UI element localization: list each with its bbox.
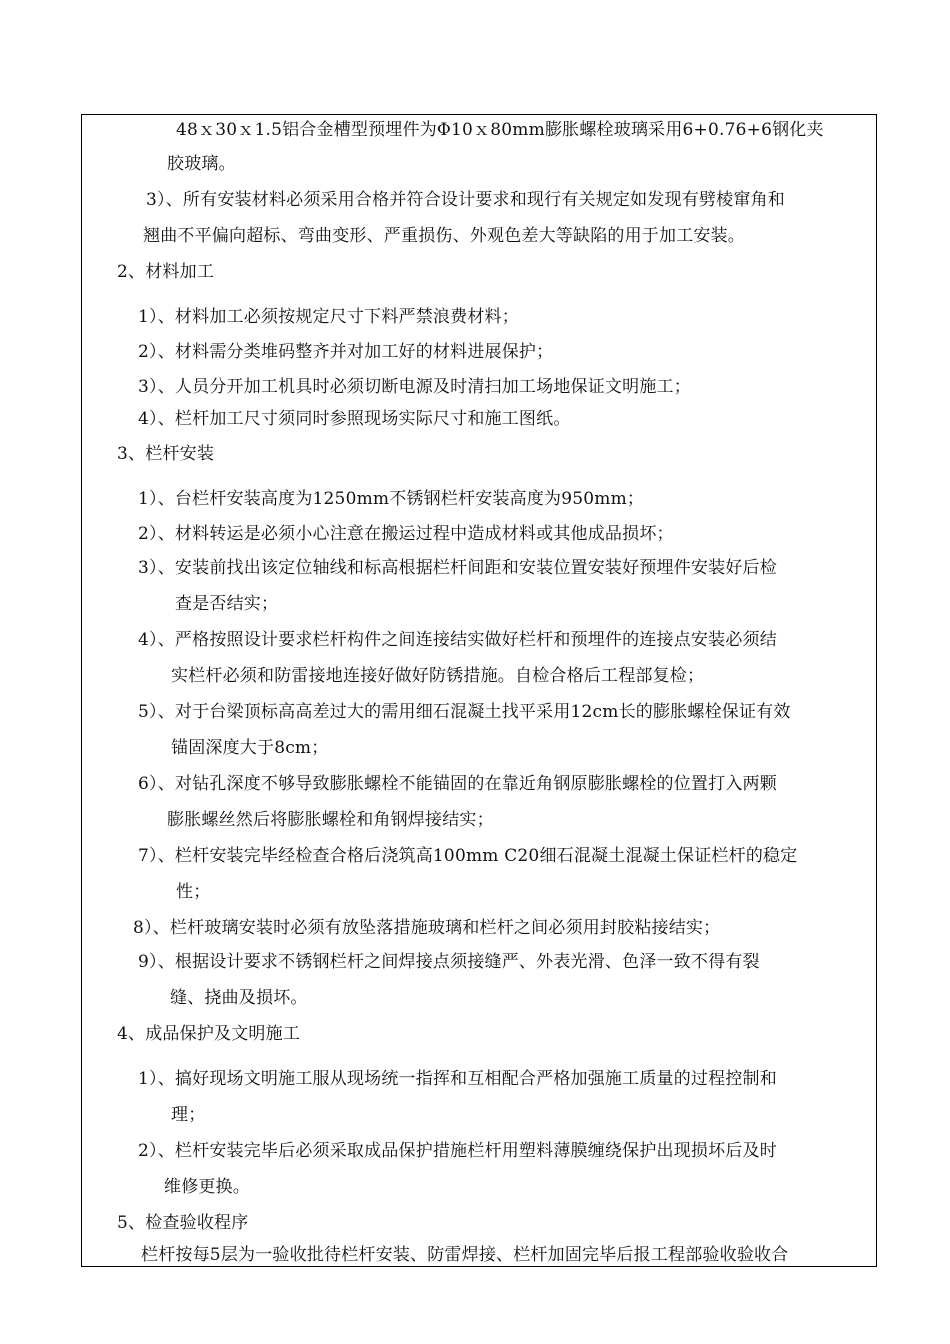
- text-line: 6）、对钻孔深度不够导致膨胀螺栓不能锚固的在靠近角钢原膨胀螺栓的位置打入两颗: [138, 774, 777, 794]
- text-line: 3）、安装前找出该定位轴线和标高根据栏杆间距和安装位置安装好预埋件安装好后检: [138, 558, 777, 578]
- text-line: 3）、所有安装材料必须采用合格并符合设计要求和现行有关规定如发现有劈棱窜角和: [146, 190, 785, 210]
- text-line: 1）、材料加工必须按规定尺寸下料严禁浪费材料；: [138, 307, 519, 327]
- text-line: 膨胀螺丝然后将膨胀螺栓和角钢焊接结实；: [167, 810, 494, 830]
- text-line: 翘曲不平偏向超标、弯曲变形、严重损伤、外观色差大等缺陷的用于加工安装。: [143, 226, 745, 246]
- text-line: 维修更换。: [164, 1177, 250, 1197]
- text-line: 胶玻璃。: [167, 154, 236, 174]
- section-heading: 5、检查验收程序: [117, 1213, 249, 1233]
- section-heading: 3、栏杆安装: [117, 444, 215, 464]
- text-line: 2）、材料转运是必须小心注意在搬运过程中造成材料或其他成品损坏；: [138, 524, 674, 544]
- text-line: 9）、根据设计要求不锈钢栏杆之间焊接点须接缝严、外表光滑、色泽一致不得有裂: [138, 952, 760, 972]
- document-table-cell: [81, 114, 877, 1267]
- text-line: 实栏杆必须和防雷接地连接好做好防锈措施。自检合格后工程部复检；: [171, 666, 705, 686]
- text-line: 8）、栏杆玻璃安装时必须有放坠落措施玻璃和栏杆之间必须用封胶粘接结实；: [133, 918, 721, 938]
- text-line: 理；: [171, 1105, 206, 1125]
- text-line: 性；: [176, 882, 211, 902]
- text-line: 查是否结实；: [175, 594, 279, 614]
- text-line: 1）、台栏杆安装高度为1250mm不锈钢栏杆安装高度为950mm；: [138, 489, 645, 509]
- text-line: 5）、对于台梁顶标高高差过大的需用细石混凝土找平采用12cm长的膨胀螺栓保证有效: [138, 702, 791, 722]
- text-line: 锚固深度大于8cm；: [171, 738, 329, 758]
- text-line: 4）、栏杆加工尺寸须同时参照现场实际尺寸和施工图纸。: [138, 409, 571, 429]
- text-line: 栏杆按每5层为一验收批待栏杆安装、防雷焊接、栏杆加固完毕后报工程部验收验收合: [141, 1245, 789, 1265]
- text-line: 48ｘ30ｘ1.5铝合金槽型预埋件为Φ10ｘ80mm膨胀螺栓玻璃采用6+0.76+6钢化夹: [176, 120, 824, 140]
- text-line: 1）、搞好现场文明施工服从现场统一指挥和互相配合严格加强施工质量的过程控制和: [138, 1069, 777, 1089]
- text-line: 2）、材料需分类堆码整齐并对加工好的材料进展保护；: [138, 342, 554, 362]
- text-line: 4）、严格按照设计要求栏杆构件之间连接结实做好栏杆和预埋件的连接点安装必须结: [138, 630, 777, 650]
- text-line: 缝、挠曲及损坏。: [170, 988, 308, 1008]
- text-line: 7）、栏杆安装完毕经检查合格后浇筑高100mm C20细石混凝土混凝土保证栏杆的稳定: [138, 846, 798, 866]
- text-line: 3）、人员分开加工机具时必须切断电源及时清扫加工场地保证文明施工；: [138, 377, 691, 397]
- section-heading: 4、成品保护及文明施工: [117, 1024, 301, 1044]
- section-heading: 2、材料加工: [117, 262, 215, 282]
- text-line: 2）、栏杆安装完毕后必须采取成品保护措施栏杆用塑料薄膜缠绕保护出现损坏后及时: [138, 1141, 777, 1161]
